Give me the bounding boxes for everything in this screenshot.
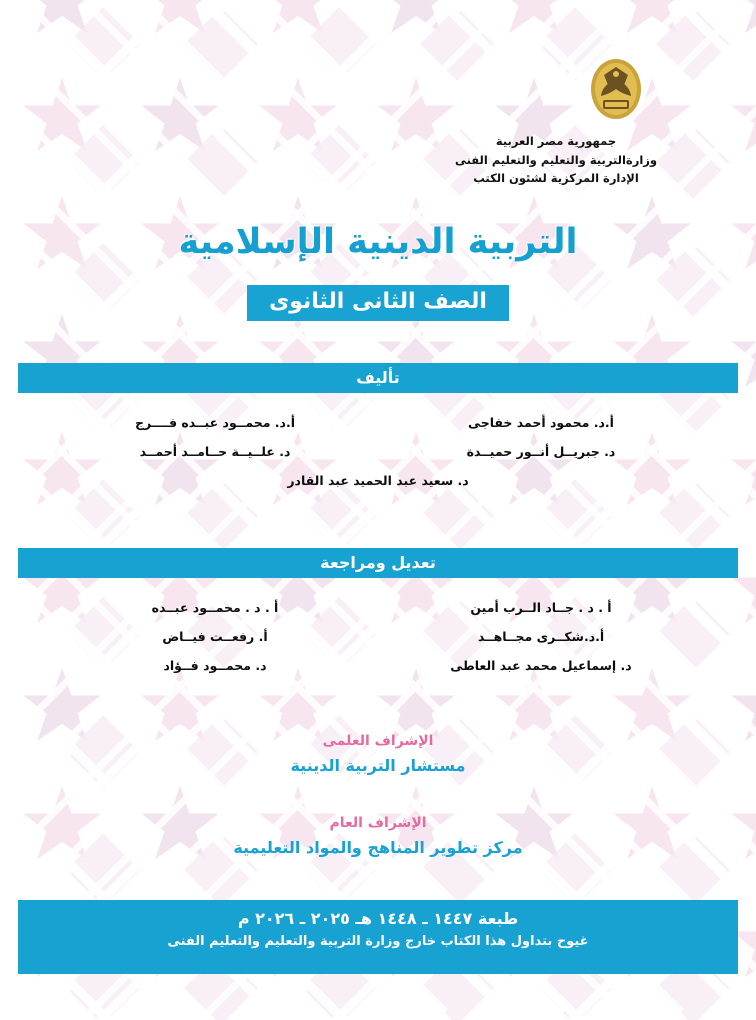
book-main-title: التربية الدينية الإسلامية [178,222,578,262]
ministry-line-department: الإدارة المركزية لشئون الكتب [473,171,639,186]
ministry-line-ministry: وزارةالتربية والتعليم والتعليم الفنى [454,152,658,167]
scientific-supervision-value: مستشار التربية الدينية [290,756,466,775]
authors-section-bar: تأليف [18,363,738,393]
general-supervision [0,815,756,857]
reviewer-name: د. محمــود فــؤاد [163,658,267,673]
reviewer-name: أ. رفعــت فيــاض [162,629,268,644]
reviewer-name: د. إسماعيل محمد عبد العاطى [450,658,632,673]
reviewer-name: أ . د . جــاد الــرب أمين [470,600,612,615]
author-row [18,415,738,430]
distribution-note: غيوح بتداول هذا الكتاب خارج وزارة التربية والتعليم والتعليم الفنى [167,934,589,949]
reviewer-name: أ . د . محمــود عبــده [151,600,279,615]
author-name: د. جبريــل أنــور حميــدة [466,444,616,459]
ministry-heading [376,132,736,188]
reviewer-name: أ.د.شكــرى مجــاهــد [477,629,605,644]
authors-list [18,415,738,502]
author-row [18,473,738,488]
general-supervision-value: مركز تطوير المناهج والمواد التعليمية [233,838,523,857]
edition-text: طبعة ١٤٤٧ ـ ١٤٤٨ هـ ٢٠٢٥ ـ ٢٠٢٦ م [237,909,519,928]
ministry-line-country: جمهورية مصر العربية [495,134,617,148]
book-grade-subtitle: الصف الثانى الثانوى [247,285,509,321]
author-name: أ.د. محمــود عبــده فــــرج [134,415,296,430]
scientific-supervision-label: الإشراف العلمى [322,733,434,749]
reviewer-row [18,658,738,673]
reviewer-row [18,600,738,615]
book-subtitle-container [0,285,756,321]
general-supervision-label: الإشراف العام [329,815,427,831]
author-name: د. سعيد عبد الحميد عبد القادر [287,473,469,488]
author-row [18,444,738,459]
footer-band [18,900,738,974]
reviewers-list [18,600,738,687]
emblem-container [580,58,652,125]
scientific-supervision [0,733,756,775]
reviewer-row [18,629,738,644]
review-section-bar: تعديل ومراجعة [18,548,738,578]
author-name: أ.د. محمود أحمد خفاجى [468,415,614,430]
author-name: د. علــيــة حــامــد أحمــد [139,444,291,459]
egypt-eagle-emblem-icon [590,58,642,120]
